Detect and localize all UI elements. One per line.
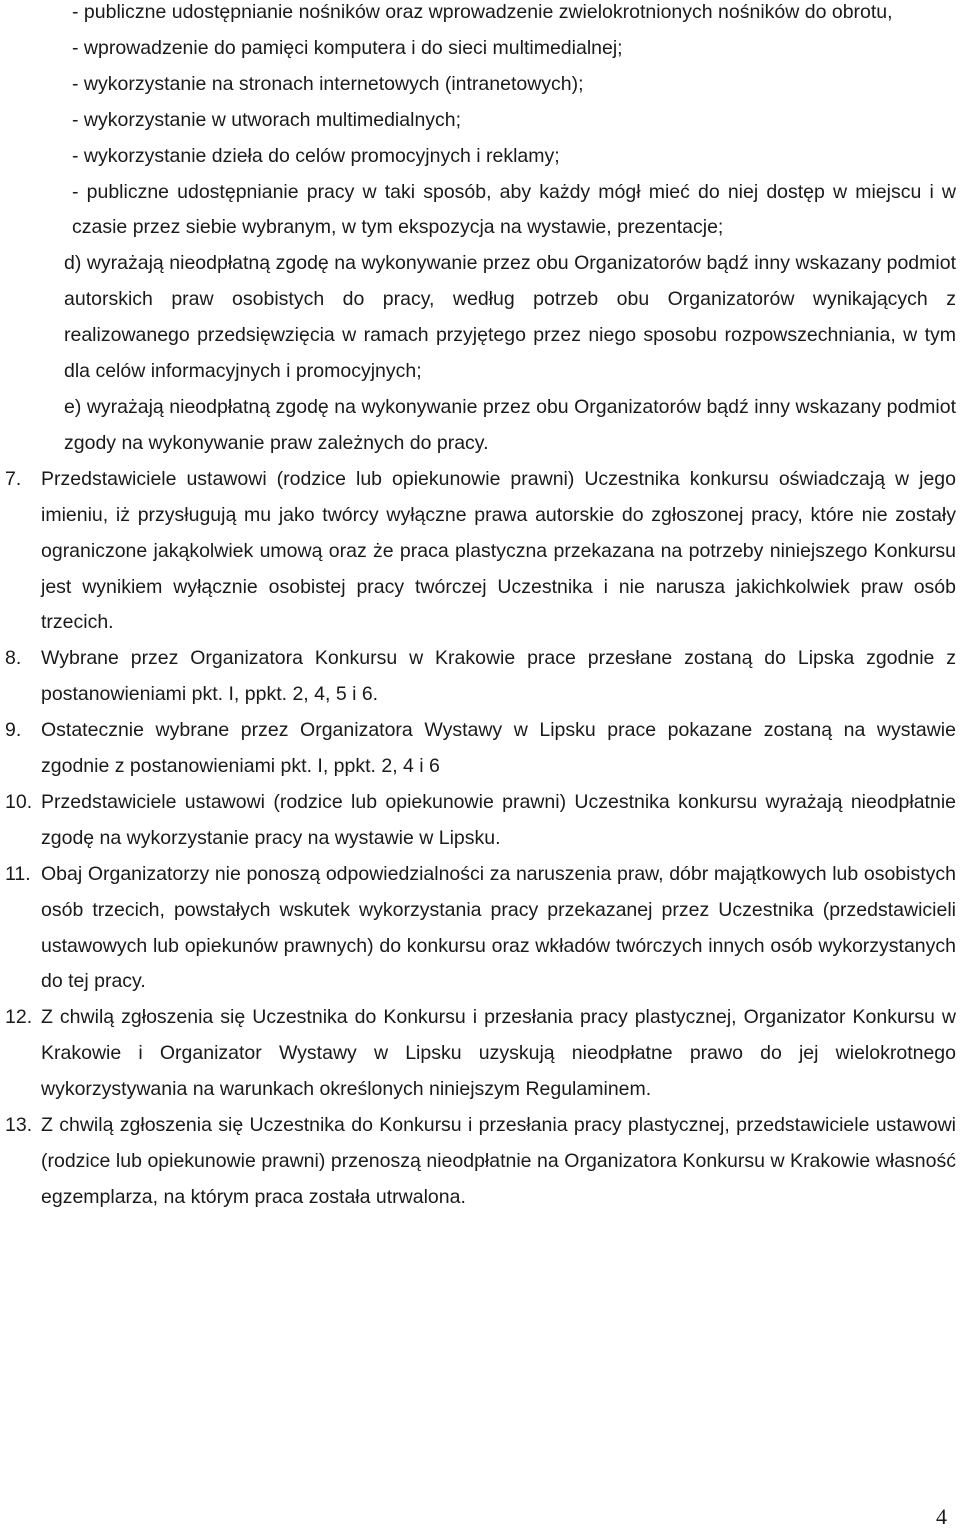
numbered-item-12 xyxy=(0,1000,956,1108)
item-number: 7. xyxy=(5,467,22,490)
dash-item: - wykorzystanie na stronach internetowych (intranetowych); xyxy=(72,72,584,95)
item-text: Przedstawiciele ustawowi (rodzice lub opiekunowie prawni) Uczestnika konkursu wyrażają nieodpłatnie zgodę na wykorzystanie pracy na wystawie w Lipsku. xyxy=(41,790,956,849)
item-number: 10. xyxy=(5,790,33,813)
item-number: 8. xyxy=(5,647,22,670)
numbered-item-8 xyxy=(0,641,956,713)
letter-list xyxy=(64,246,956,461)
numbered-item-9 xyxy=(0,713,956,785)
page-number: 4 xyxy=(936,1504,947,1529)
item-text: Z chwilą zgłoszenia się Uczestnika do Konkursu i przesłania pracy plastycznej, przedstawiciele ustawowi (rodzice lub opiekunowie prawni) przenoszą nieodpłatnie na Organizatora Konkursu w Krakowie własność egzemplarza, na którym praca została utrwalona. xyxy=(41,1114,956,1208)
dash-item: - publiczne udostępnianie pracy w taki sposób, aby każdy mógł mieć do niej dostęp w miejscu i w czasie przez siebie wybranym, w tym ekspozycja na wystawie, prezentacje; xyxy=(72,180,956,239)
item-text: Ostatecznie wybrane przez Organizatora Wystawy w Lipsku prace pokazane zostaną na wystawie zgodnie z postanowieniami pkt. I, ppkt. 2, 4 i 6 xyxy=(41,719,956,778)
numbered-item-7 xyxy=(0,462,956,642)
dash-item: - wykorzystanie dzieła do celów promocyjnych i reklamy; xyxy=(72,144,560,167)
item-number: 12. xyxy=(5,1006,33,1029)
item-text: Wybrane przez Organizatora Konkursu w Krakowie prace przesłane zostaną do Lipska zgodnie z postanowieniami pkt. I, ppkt. 2, 4, 5 i 6. xyxy=(41,647,956,706)
dash-item: - publiczne udostępnianie nośników oraz wprowadzenie zwielokrotnionych nośników do obrotu, xyxy=(72,1,893,23)
numbered-item-10 xyxy=(0,785,956,857)
numbered-list xyxy=(0,462,960,1216)
item-text: Obaj Organizatorzy nie ponoszą odpowiedzialności za naruszenia praw, dóbr majątkowych lub osobistych osób trzecich, powstałych wskutek wykorzystania pracy przekazanej przez Uczestnika (przedstawicieli ustawowych lub opiekunów prawnych) do konkursu oraz wkładów twórczych innych osób wykorzystanych do tej pracy. xyxy=(41,862,956,993)
numbered-item-11 xyxy=(0,857,956,1001)
numbered-item-13 xyxy=(0,1108,956,1216)
item-number: 11. xyxy=(5,862,31,885)
letter-item-d: d) wyrażają nieodpłatną zgodę na wykonywanie przez obu Organizatorów bądź inny wskazany podmiot autorskich praw osobistych do pracy, według potrzeb obu Organizatorów wynikających z realizowanego przedsięwzięcia w ramach przyjętego przez niego sposobu rozpowszechniania, w tym dla celów informacyjnych i promocyjnych; xyxy=(64,252,956,383)
item-text: Przedstawiciele ustawowi (rodzice lub opiekunowie prawni) Uczestnika konkursu oświadczają w jego imieniu, iż przysługują mu jako twórcy wyłączne prawa autorskie do zgłoszonej pracy, które nie zostały ograniczone jakąkolwiek umową oraz że praca plastyczna przekazana na potrzeby niniejszego Konkursu jest wynikiem wyłącznie osobistej pracy twórczej Uczestnika i nie narusza jakichkolwiek praw osób trzecich. xyxy=(41,467,956,634)
dash-item: - wykorzystanie w utworach multimedialnych; xyxy=(72,108,462,131)
item-text: Z chwilą zgłoszenia się Uczestnika do Konkursu i przesłania pracy plastycznej, Organizator Konkursu w Krakowie i Organizator Wystawy w Lipsku uzyskują nieodpłatne prawo do jej wielokrotnego wykorzystywania na warunkach określonych niniejszym Regulaminem. xyxy=(41,1006,956,1101)
dash-list xyxy=(72,0,956,246)
item-number: 9. xyxy=(5,719,22,742)
letter-item-e: e) wyrażają nieodpłatną zgodę na wykonywanie przez obu Organizatorów bądź inny wskazany podmiot zgody na wykonywanie praw zależnych do pracy. xyxy=(64,395,956,454)
item-number: 13. xyxy=(5,1114,33,1137)
dash-item: - wprowadzenie do pamięci komputera i do sieci multimedialnej; xyxy=(72,36,623,59)
